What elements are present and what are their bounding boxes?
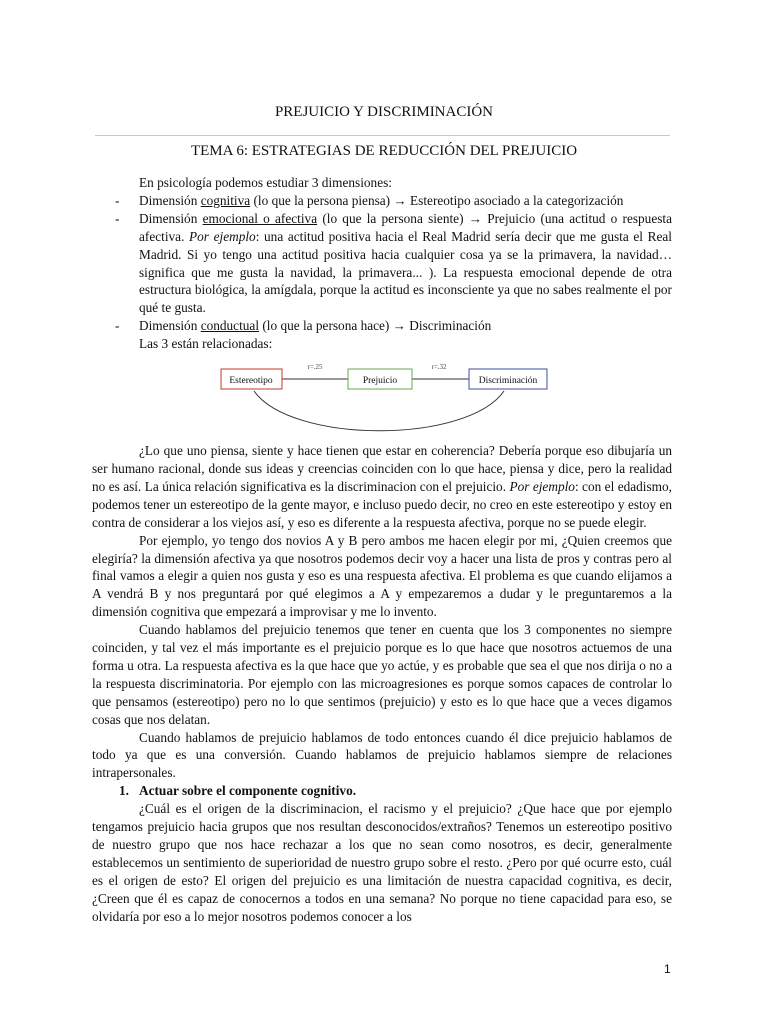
dimension-term: cognitiva [200,192,251,208]
relation-diagram [92,356,672,438]
example-text: : una actitud positiva hacia el Real Madrid sería decir que me gusta el Real Madrid. Si yo tengo una actitud positiva hacia cualquier cosa ya se la primavera, la navidad… significa que me gusta la navidad, la primavera... ). La respuesta emocional depende de otra estructura biológica, la amígdala, porque la actitud es inconsciente ya que no sabes realmente el por qué te gusta. [139,228,672,316]
list-dash: - [115,210,120,226]
diagram-connector-arc [254,391,504,431]
dimension-prefix: Dimensión [139,318,201,334]
title-divider [95,135,670,136]
document-subtitle: TEMA 6: ESTRATEGIAS DE REDUCCIÓN DEL PREJUICIO [190,143,578,159]
node-stereotype-label: Estereotipo [229,376,273,387]
paragraph-prejudice-scope: Cuando hablamos de prejuicio hablamos de todo entonces cuando él dice prejuicio hablamos de todo ya que es una conversión. Cuando hablamos de prejuicio hablamos siempre de relaciones intrapersonales. [92,729,672,781]
paragraph-components: Cuando hablamos del prejuicio tenemos que tener en cuenta que los 3 componentes no siempre coinciden, y tal vez el más importante es el prejuicio porque es lo que hace que nosotros actuemos de una forma u otra. La respuesta afectiva es la que hace que yo actúe, y es probable que sea el que nos dirija o no a la respuesta discriminatoria. Por ejemplo con las microagresiones es porque somos capaces de controlar lo que pensamos (estereotipo) pero no lo que sentimos (prejuicio) y esto es lo que hace que a veces digamos cosas que nos delatan. [92,622,672,727]
intro-paragraph: En psicología podemos estudiar 3 dimensiones: [139,175,392,190]
section-title: Actuar sobre el componente cognitivo. [139,783,357,799]
dimension-term: conductual [200,318,260,334]
node-discrimination-label: Discriminación [478,376,538,387]
example-label: Por ejemplo [509,478,575,494]
node-prejudice-label: Prejuicio [362,376,398,387]
example-label: Por ejemplo [189,228,256,244]
document-title: PREJUICIO Y DISCRIMINACIÓN [274,104,494,120]
document-body [92,174,672,926]
dimension-prefix: Dimensión [139,192,201,208]
section-heading [92,782,672,800]
dimension-prefix: Dimensión [139,210,203,226]
list-dash: - [115,192,120,208]
dimension-description: (lo que la persona piensa) → Estereotipo asociado a la categorización [250,192,624,208]
dimension-description: (lo que la persona hace) → Discriminación [259,318,492,334]
list-dash: - [115,318,120,334]
page-number: 1 [664,962,671,976]
related-intro: Las 3 están relacionadas: [139,336,273,352]
edge-label-prejudice-discrimination: r=.32 [431,363,447,372]
paragraph-example-choice: Por ejemplo, yo tengo dos novios A y B pero ambos me hacen elegir por mi, ¿Quien creemos que elegiría? la dimensión afectiva ya que nosotros podemos decir voy a hacer una lista de pros y contras pero al final vamos a elegir a quien nos gusta y eso es una respuesta afectiva. El problema es que cuando elijamos a A vendrá B y nos preguntará por qué elegimos a A y empezaremos a dudar y le preguntaremos a la dimensión cognitiva que empezará a improvisar y me lo invento. [92,532,672,620]
dimensions-list [92,192,672,335]
section-number: 1. [119,783,129,799]
paragraph-text: : con el edadismo, podemos tener un estereotipo de la gente mayor, e incluso puedo decir, no creo en este estereotipo y estoy en contra de considerar a los viejos así, y eso es diferente a la respuesta afectiva, porque no se puede elegir. [92,478,672,530]
edge-label-stereotype-prejudice: r=.25 [307,363,323,372]
dimension-item-behavioral [92,317,672,335]
paragraph-text: ¿Lo que uno piensa, siente y hace tienen que estar en coherencia? Debería porque eso dibujaría un ser humano racional, donde sus ideas y creencias coinciden con lo que hace, piensa y dice, pero la realidad no es así. La única relación significativa es la discriminacion con el prejuicio. [92,443,672,494]
dimension-description: (lo que la persona siente) → Prejuicio (una actitud o respuesta afectiva. [139,210,672,244]
dimension-item-cognitive [92,192,672,210]
dimension-item-affective [92,210,672,317]
dimension-term: emocional o afectiva [202,210,318,226]
relation-diagram-svg [92,356,672,438]
paragraph-coherence [92,442,672,532]
paragraph-origin: ¿Cuál es el origen de la discriminacion, el racismo y el prejuicio? ¿Que hace que por ejemplo tengamos prejuicio hacia grupos que nos resultan desconocidos/extraños? Tenemos un estereotipo positivo de nuestro grupo que nos hace rechazar a los que no sean como nosotros, es decir, generalmente establecemos un sentimiento de superioridad de nuestro grupo sobre el resto. ¿Pero por qué ocurre esto, cuál es el origen de esto? El origen del prejuicio es una limitación de nuestra capacidad cognitiva, es decir, ¿Creen que él es capaz de conocernos a todos en una semana? No porque no tiene capacidad para eso, se olvidaría por eso a lo mejor nosotros podemos conocer a los [92,801,672,924]
